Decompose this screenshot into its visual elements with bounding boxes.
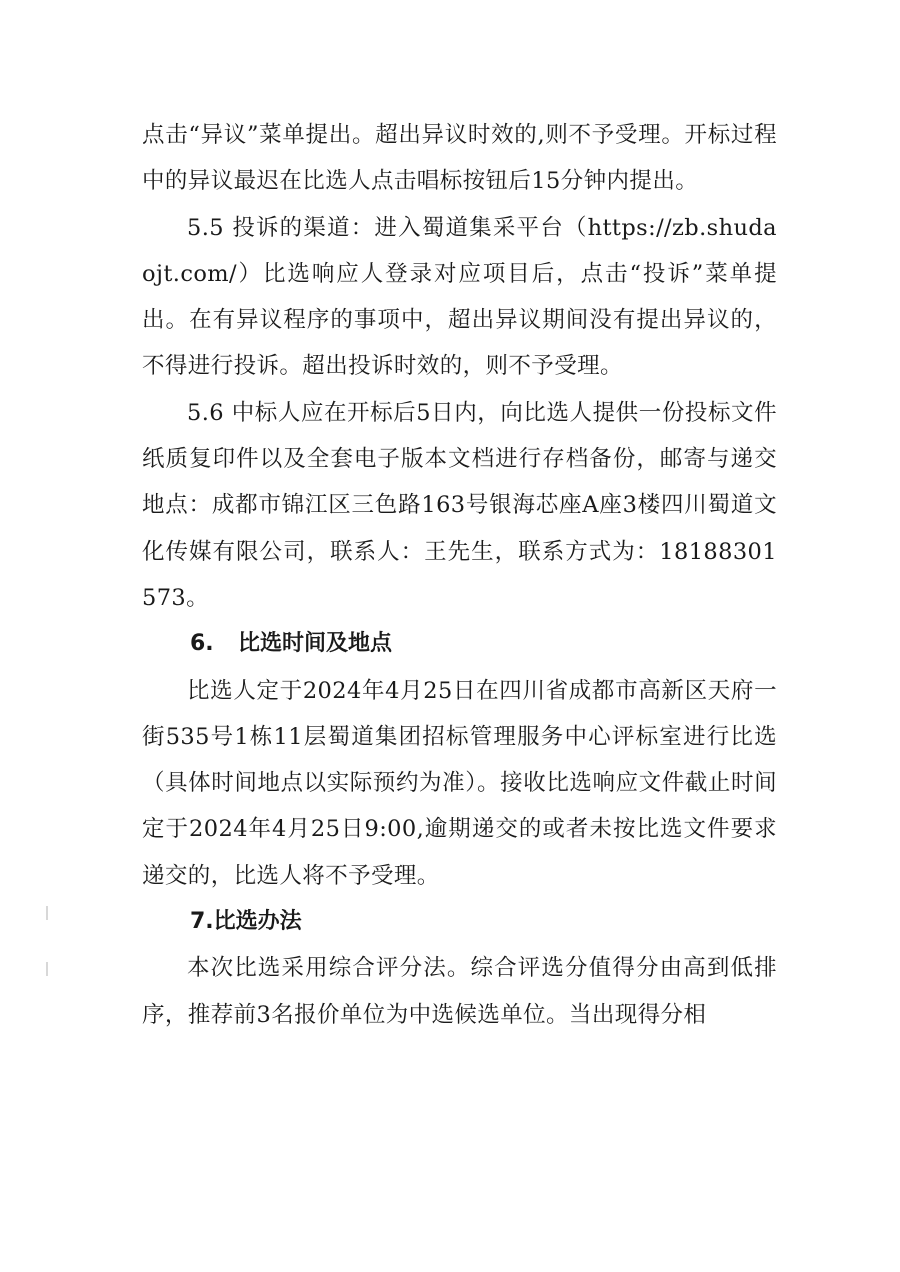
paragraph-selection-method: 本次比选采用综合评分法。综合评选分值得分由高到低排序，推荐前3名报价单位为中选候选单位。当出现得分相 (142, 955, 777, 1028)
section-title: 比选时间及地点 (238, 631, 393, 657)
paragraph-5-5-complaint-channel: 5.5 投诉的渠道：进入蜀道集采平台（https://zb.shudaojt.com/）比选响应人登录对应项目后，点击“投诉”菜单提出。在有异议程序的事项中，超出异议期间没有提出异议的，不得进行投诉。超出投诉时效的，则不予受理。 (142, 214, 777, 380)
section-title: 比选办法 (213, 909, 302, 935)
paragraph-selection-time-place: 比选人定于2024年4月25日在四川省成都市高新区天府一街535号1栋11层蜀道集团招标管理服务中心评标室进行比选（具体时间地点以实际预约为准）。接收比选响应文件截止时间定于2024年4月25日9:00,逾期递交的或者未按比选文件要求递交的，比选人将不予受理。 (142, 677, 777, 889)
section-heading-7 (142, 899, 777, 945)
scan-margin-mark (46, 906, 48, 920)
paragraph-5-6-document-submission: 5.6 中标人应在开标后5日内，向比选人提供一份投标文件纸质复印件以及全套电子版本文档进行存档备份，邮寄与递交地点：成都市锦江区三色路163号银海芯座A座3楼四川蜀道文化传媒有限公司，联系人：王先生，联系方式为：18188301573。 (142, 399, 777, 611)
scan-margin-mark (46, 962, 48, 976)
paragraph-objection-continued: 点击“异议”菜单提出。超出异议时效的,则不予受理。开标过程中的异议最迟在比选人点击唱标按钮后15分钟内提出。 (142, 122, 777, 195)
document-body (142, 112, 777, 1038)
section-number: 6. (190, 631, 214, 657)
section-heading-6 (142, 621, 777, 667)
section-number: 7. (190, 909, 214, 935)
